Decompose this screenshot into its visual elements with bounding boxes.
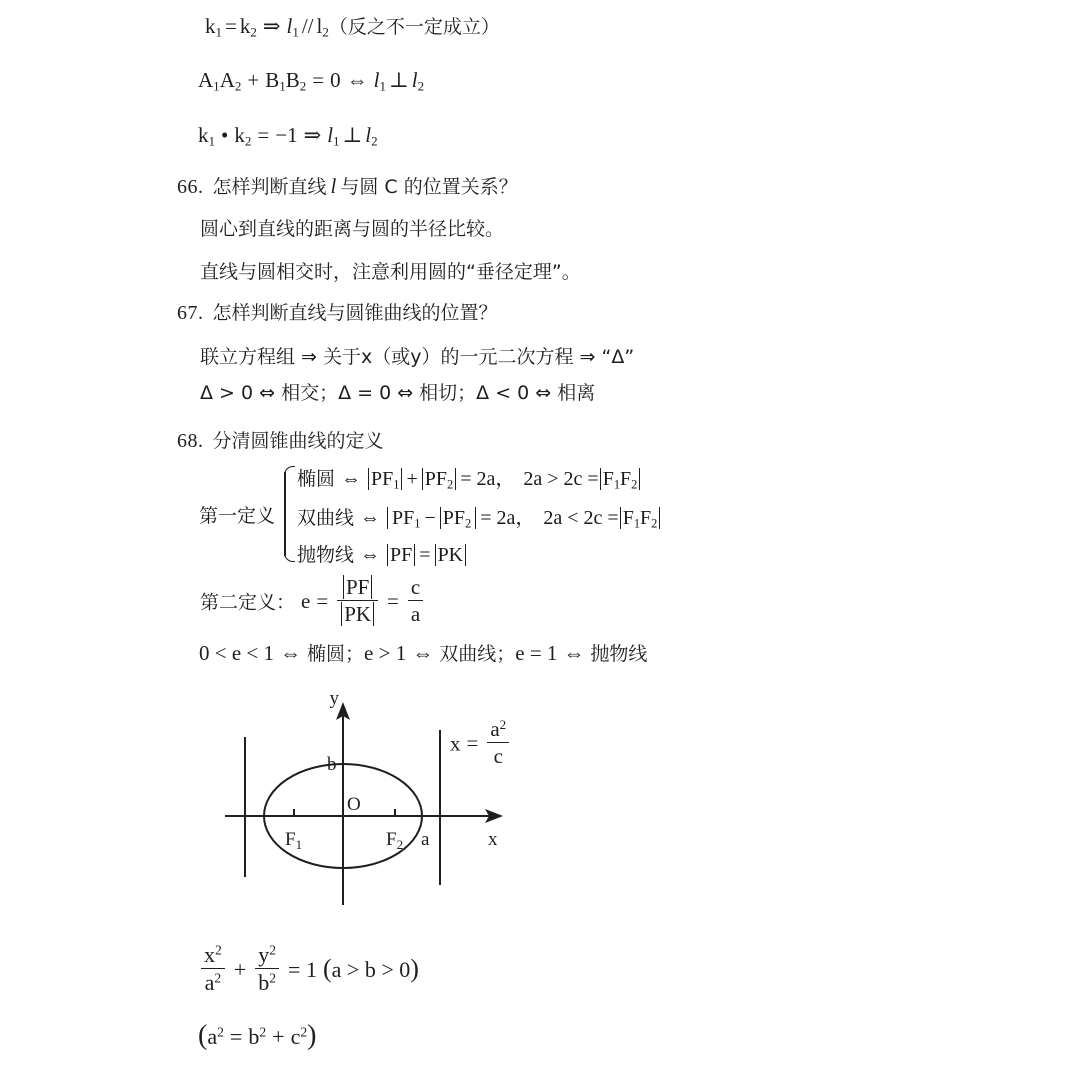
focus-left-label: $F_1$ — [285, 829, 303, 852]
fraction-pf-over-pk: $\frac{PF}{PK}$ — [337, 575, 378, 626]
question-67-number: 67. — [177, 302, 204, 324]
left-brace-icon — [277, 466, 291, 562]
formula-note: （反之不一定成立） — [328, 16, 500, 38]
answer-66-1: 圆心到直线的距离与圆的半径比较。 — [200, 218, 505, 240]
directrix-equation: x = $\frac{a^2}{c}$ — [450, 720, 512, 771]
answer-67-1: 联立方程组 ⇒ 关于x（或y）的一元二次方程 ⇒ “Δ” — [200, 346, 635, 368]
formula-slope-perpendicular: $k_1$ • $k_2 = -1$ ⇒ $l_1$ ⊥ $l_2$ — [198, 123, 378, 149]
definition-row-hyperbola-name: 双曲线 — [297, 506, 355, 529]
question-67 — [177, 303, 498, 323]
fraction-x2-over-a2: $\frac{x^2}{a^2}$ — [201, 942, 225, 996]
question-66-variable: l — [330, 174, 337, 198]
question-68-text: 分清圆锥曲线的定义 — [212, 430, 384, 452]
eccentricity-classification: 0 < e < 1 ⇔ 椭圆；e > 1 ⇔ 双曲线；e = 1 ⇔ 抛物线 — [199, 641, 648, 665]
question-66-text-mid: 与圆 C 的位置关系？ — [340, 176, 518, 198]
answer-66-2: 直线与圆相交时，注意利用圆的“垂径定理”。 — [200, 261, 581, 283]
focus-right-label: $F_2$ — [386, 829, 404, 852]
question-66-number: 66. — [177, 176, 204, 198]
definition-row-hyperbola: 双曲线 ⇔ $PF_1 - PF_2 = 2a$， $2a < 2c = F_1F_2$ — [297, 501, 661, 530]
ecc-part1-name: 椭圆 — [307, 643, 346, 665]
y-axis-label: y — [329, 690, 339, 709]
semi-minor-axis-label: b — [327, 754, 337, 775]
first-definition-label: 第一定义 — [199, 504, 276, 527]
second-definition: 第二定义： e = $\frac{PF}{PK}$ = $\frac{c}{a}$ — [200, 578, 426, 629]
first-definition-group — [199, 466, 661, 566]
formula-slope-parallel — [205, 14, 500, 40]
fraction-c-over-a: $\frac{c}{a}$ — [408, 575, 423, 626]
origin-label: O — [347, 794, 361, 815]
second-definition-label: 第二定义： — [200, 591, 296, 614]
definition-row-ellipse-name: 椭圆 — [297, 467, 336, 490]
question-67-text: 怎样判断直线与圆锥曲线的位置？ — [212, 302, 498, 324]
fraction-y2-over-b2: $\frac{y^2}{b^2}$ — [255, 942, 279, 996]
first-definition-rows — [297, 462, 661, 567]
question-66 — [177, 176, 518, 197]
x-axis-label: x — [488, 829, 498, 850]
question-68-number: 68. — [177, 430, 204, 452]
ellipse-abc-relation: $(a^2 = b^2 + c^2)$ — [198, 1020, 317, 1051]
definition-row-parabola: 抛物线 ⇔ PF = PK — [297, 540, 661, 567]
fraction-a2-over-c: $\frac{a^2}{c}$ — [487, 717, 509, 768]
question-68 — [177, 431, 384, 451]
formula-perpendicular-coefficients: $A_1A_2 + B_1B_2 = 0$ ⇔ $l_1$ ⊥ $l_2$ — [198, 68, 425, 94]
definition-row-parabola-name: 抛物线 — [297, 543, 355, 566]
vertex-a-label: a — [421, 829, 430, 850]
ellipse-standard-equation: $\frac{x^2}{a^2}$ + $\frac{y^2}{b^2}$ = 1 (a > b > 0) — [198, 945, 419, 999]
question-66-text-pre: 怎样判断直线 — [212, 176, 327, 198]
definition-row-ellipse: 椭圆 ⇔ $PF_1 + PF_2 = 2a$， $2a > 2c = F_1F_2$ — [297, 462, 661, 491]
ecc-part2-name: 双曲线 — [439, 643, 497, 665]
formula-slope-parallel-text: $k_1 = k_2$ ⇒ $l_1 // l_2$ — [205, 14, 329, 40]
answer-67-2: Δ > 0 ⇔ 相交；Δ = 0 ⇔ 相切；Δ < 0 ⇔ 相离 — [200, 382, 596, 404]
ecc-part3-name: 抛物线 — [590, 643, 648, 665]
